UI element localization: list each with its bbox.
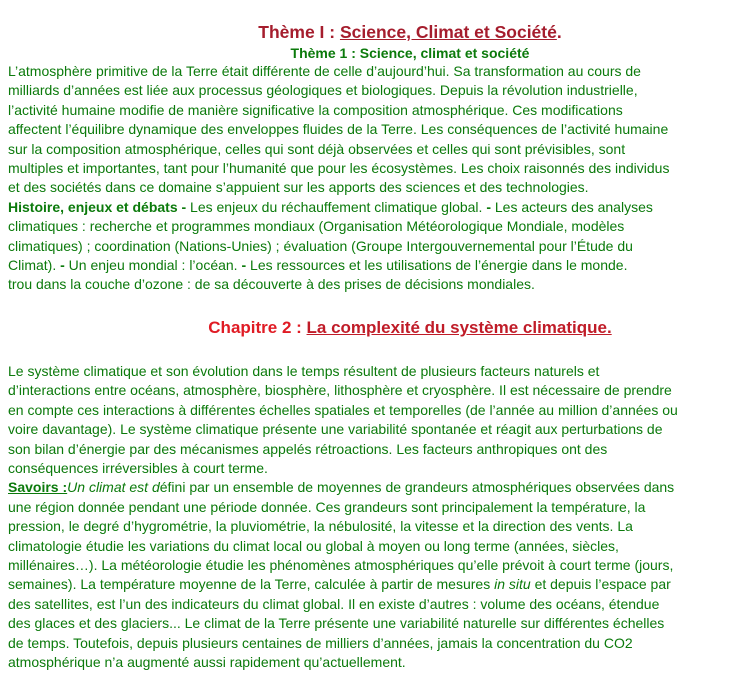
- theme-title-prefix: Thème I :: [258, 22, 340, 42]
- chapter-line: son bilan d’énergie par des mécanismes appelés rétroactions. Les facteurs anthropiques ont des: [8, 440, 608, 457]
- savoirs-label-text: Savoirs: [8, 479, 63, 496]
- histoire-line: trou dans la couche d’ozone : de sa découverte à des prises de décisions mondiales.: [8, 276, 535, 293]
- intro-line: l’activité humaine modifie de manière significative la composition atmosphérique. Ces modifications: [8, 101, 623, 118]
- dash-marker: -: [60, 257, 65, 274]
- chapter-title-link[interactable]: La complexité du système climatique.: [306, 318, 612, 337]
- savoirs-text: éfini par un ensemble de moyennes de grandeurs atmosphériques observées dans: [159, 479, 675, 496]
- chapter-line: conséquences irréversibles à court terme.: [8, 460, 268, 477]
- savoirs-italic: Un climat est d: [67, 479, 160, 496]
- chapter-line: voire davantage). Le système climatique présente une variabilité spontanée et réagit aux perturbations de: [8, 421, 663, 438]
- chapter-line: en compte ces interactions à différentes échelles spatiales et temporelles (de l’année au million d’années ou: [8, 401, 678, 418]
- histoire-text: Un enjeu mondial : l’océan.: [64, 257, 242, 274]
- savoirs-line: atmosphérique n’a augmenté aussi rapidement qu’actuellement.: [8, 654, 406, 671]
- dash-marker: -: [486, 198, 491, 215]
- intro-line: milliards d’années est liée aux processus géologiques et biologiques. Depuis la révolution industrielle,: [8, 82, 638, 99]
- intro-line: et des sociétés dans ce domaine s’appuient sur les apports des sciences et des technologies.: [8, 179, 589, 196]
- chapter-line: d’interactions entre océans, atmosphère, biosphère, lithosphère et cryosphère. Il est nécessaire de prendre: [8, 382, 672, 399]
- histoire-text: Climat).: [8, 257, 61, 274]
- theme-title-link[interactable]: Science, Climat et Société: [339, 22, 557, 42]
- savoirs-line: [8, 478, 678, 497]
- savoirs-colon: :: [62, 479, 68, 496]
- histoire-text: Les acteurs des analyses: [491, 198, 653, 215]
- in-situ-italic: in situ: [494, 576, 531, 593]
- intro-line: L’atmosphère primitive de la Terre était différente de celle d’aujourd’hui. Sa transformation au cours de: [8, 63, 641, 79]
- histoire-text: Les ressources et les utilisations de l’énergie dans le monde.: [246, 257, 628, 274]
- savoirs-line: une région donnée pendant une période donnée. Ces grandeurs sont principalement la température, la: [8, 498, 646, 515]
- savoirs-line: [8, 575, 678, 594]
- savoirs-text: semaines). La température moyenne de la Terre, calculée à partir de mesures: [8, 576, 495, 593]
- intro-line: sur la composition atmosphérique, celles qui sont déjà observées et celles qui sont prévisibles, sont: [8, 140, 626, 157]
- chapter-paragraph: [8, 362, 678, 673]
- savoirs-line: climatologie étudie les variations du climat local ou global à moyen ou long terme (années, siècles,: [8, 537, 619, 554]
- savoirs-line: pression, le degré d’hygrométrie, la pluviométrie, la nébulosité, la vitesse et la direction des vents. La: [8, 518, 633, 535]
- theme-subtitle: Thème 1 : Science, climat et société: [290, 45, 530, 61]
- intro-line: multiples et importantes, tant pour l’humanité que pour les écosystèmes. Les choix raisonnés des individus: [8, 160, 670, 177]
- intro-line: affectent l’équilibre dynamique des enveloppes fluides de la Terre. Les conséquences de l’activité humaine: [8, 121, 669, 138]
- chapter-line: Le système climatique et son évolution dans le temps résultent de plusieurs facteurs naturels et: [8, 363, 600, 379]
- chapter-title-prefix: Chapitre 2 :: [208, 318, 307, 337]
- histoire-line: [8, 198, 669, 217]
- savoirs-line: des satellites, est l’un des indicateurs du climat global. Il en existe d’autres : volume des océans, étendue: [8, 595, 660, 612]
- theme-title-suffix: .: [556, 22, 562, 42]
- savoirs-label[interactable]: [8, 479, 67, 495]
- savoirs-line: de temps. Toutefois, depuis plusieurs centaines de milliers d’années, jamais la concentration du CO2: [8, 634, 633, 651]
- theme-title: [4, 22, 747, 43]
- dash-marker: -: [241, 257, 247, 274]
- chapter-title: [4, 318, 747, 338]
- savoirs-line: millénaires…). La météorologie étudie les phénomènes atmosphériques qu’elle prévoit à court terme (jours,: [8, 557, 674, 574]
- intro-paragraph: [8, 62, 669, 295]
- histoire-text: Les enjeux du réchauffement climatique global.: [186, 198, 487, 215]
- savoirs-line: des glaces et des glaciers... Le climat de la Terre présente une variabilité naturelle sur différentes échelles: [8, 615, 665, 632]
- histoire-label: Histoire, enjeux et débats -: [8, 198, 187, 215]
- histoire-line: climatiques) ; coordination (Nations-Unies) ; évaluation (Groupe Intergouvernemental pour l’Étude du: [8, 237, 633, 254]
- histoire-line: [8, 256, 669, 275]
- savoirs-text: et depuis l’espace par: [530, 576, 671, 593]
- histoire-line: climatiques : recherche et programmes mondiaux (Organisation Météorologique Mondiale, modèles: [8, 218, 625, 235]
